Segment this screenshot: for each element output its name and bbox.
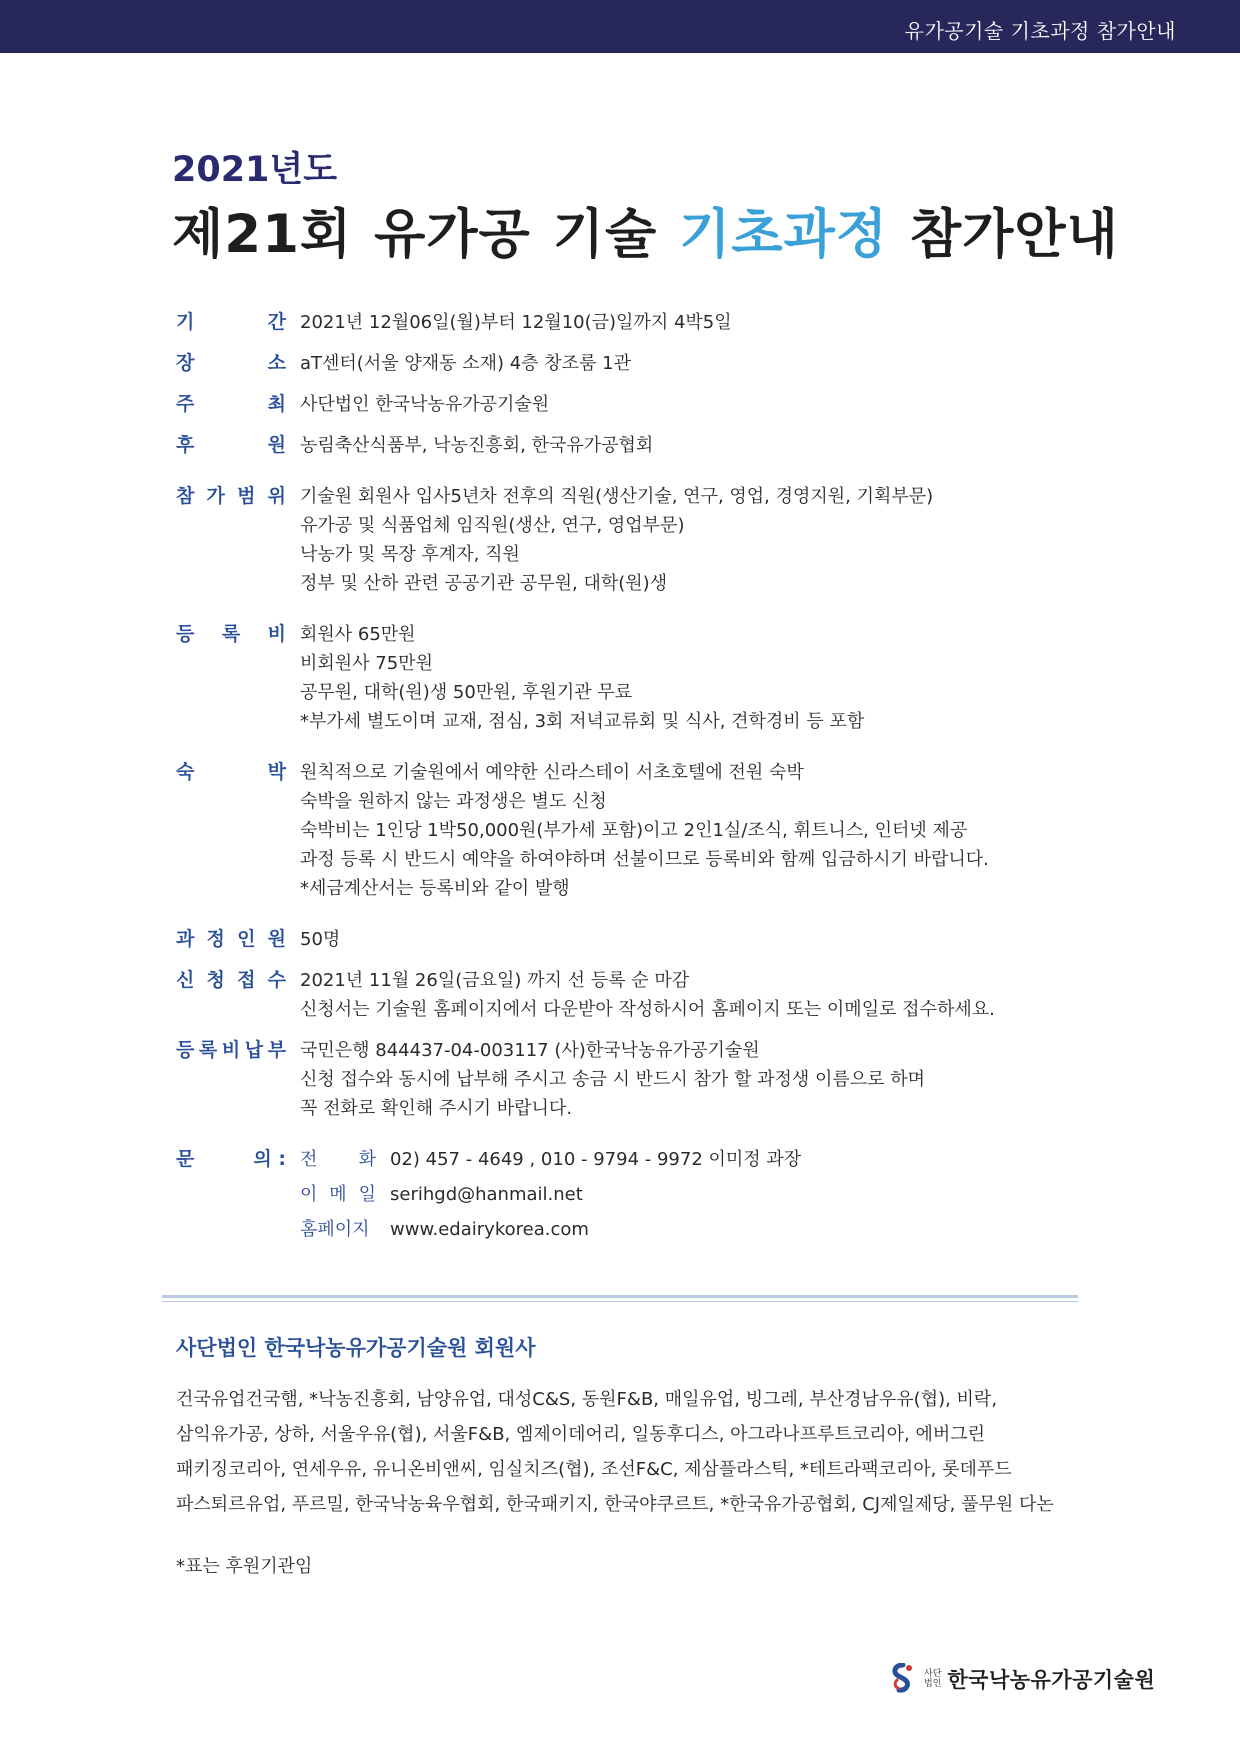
scope-row — [176, 482, 1106, 598]
title-part: 참가안내 — [909, 204, 1119, 265]
place-row — [176, 349, 1106, 378]
application-label: 신 청 접 수 — [176, 969, 286, 991]
application-row — [176, 966, 1106, 1024]
payment-row — [176, 1036, 1106, 1123]
members-title: 사단법인 한국낙농유가공기술원 회원사 — [176, 1336, 536, 1360]
members-line: 건국유업건국햄, *낙농진흥회, 남양유업, 대성C&S, 동원F&B, 매일유업, 빙그레, 부산경남우유(협), 비락, — [176, 1389, 998, 1410]
scope-label: 참 가 범 위 — [176, 485, 286, 507]
sponsor-row — [176, 431, 1106, 460]
institute-logo-icon — [888, 1663, 918, 1695]
scope-line: 낙농가 및 목장 후계자, 직원 — [300, 544, 520, 565]
members-list — [176, 1382, 1086, 1522]
host-value: 사단법인 한국낙농유가공기술원 — [300, 394, 550, 415]
title-part: 제21회 — [172, 204, 353, 265]
scope-line: 유가공 및 식품업체 임직원(생산, 연구, 영업부문) — [300, 515, 685, 536]
institute-logo — [888, 1663, 1155, 1695]
top-banner — [0, 0, 1240, 53]
period-row — [176, 308, 1106, 337]
payment-line: 국민은행 844437-04-003117 (사)한국낙농유가공기술원 — [300, 1040, 760, 1061]
scope-line: 정부 및 산하 관련 공공기관 공무원, 대학(원)생 — [300, 573, 668, 594]
fee-label: 등 록 비 — [176, 623, 286, 645]
contact-row — [176, 1145, 1106, 1244]
host-row — [176, 390, 1106, 419]
email-link[interactable]: serihgd@hanmail.net — [390, 1184, 583, 1205]
place-value: aT센터(서울 양재동 소재) 4층 창조룸 1관 — [300, 353, 632, 374]
capacity-row — [176, 925, 1106, 954]
members-line: 파스퇴르유업, 푸르밀, 한국낙농육우협회, 한국패키지, 한국야쿠르트, *한국유가공협회, CJ제일제당, 풀무원 다논 — [176, 1494, 1054, 1515]
capacity-value: 50명 — [300, 929, 341, 950]
payment-line: 신청 접수와 동시에 납부해 주시고 송금 시 반드시 참가 할 과정생 이름으로 하며 — [300, 1069, 926, 1090]
members-line: 삼익유가공, 상하, 서울우유(협), 서울F&B, 엠제이데어리, 일동후디스, 아그라나프루트코리아, 에버그린 — [176, 1424, 986, 1445]
lodging-line: 과정 등록 시 반드시 예약을 하여야하며 선불이므로 등록비와 함께 입금하시기 바랍니다. — [300, 849, 989, 870]
capacity-label: 과 정 인 원 — [176, 928, 286, 950]
lodging-line: 숙박비는 1인당 1박50,000원(부가세 포함)이고 2인1실/조식, 휘트니스, 인터넷 제공 — [300, 820, 968, 841]
lodging-row — [176, 758, 1106, 903]
payment-line: 꼭 전화로 확인해 주시기 바랍니다. — [300, 1098, 573, 1119]
banner-title: 유가공기술 기초과정 참가안내 — [904, 19, 1176, 43]
logo-name: 한국낙농유가공기술원 — [947, 1668, 1156, 1692]
members-line: 패키징코리아, 연세우유, 유니온비앤씨, 임실치즈(협), 조선F&C, 제삼플라스틱, *테트라팩코리아, 롯데푸드 — [176, 1459, 1012, 1480]
contact-label: 문 의 : — [176, 1148, 286, 1170]
sponsor-label: 후 원 — [176, 434, 286, 456]
fee-line: *부가세 별도이며 교재, 점심, 3회 저녁교류회 및 식사, 견학경비 등 포함 — [300, 711, 865, 732]
web-key: 홈페이지 — [300, 1219, 370, 1240]
period-label: 기 간 — [176, 311, 286, 333]
section-divider — [162, 1295, 1078, 1302]
application-line: 신청서는 기술원 홈페이지에서 다운받아 작성하시어 홈페이지 또는 이메일로 접수하세요. — [300, 999, 995, 1020]
fee-line: 회원사 65만원 — [300, 624, 416, 645]
phone-value: 02) 457 - 4649 , 010 - 9794 - 9972 이미정 과장 — [390, 1149, 802, 1170]
sponsor-footnote: *표는 후원기관임 — [176, 1556, 313, 1577]
info-section — [176, 308, 1106, 1256]
year-title: 2021년도 — [172, 150, 338, 190]
main-title — [172, 192, 1119, 268]
host-label: 주 최 — [176, 393, 286, 415]
title-part: 기술 — [552, 204, 658, 265]
fee-line: 비회원사 75만원 — [300, 653, 433, 674]
email-key: 이 메 일 — [300, 1184, 376, 1205]
homepage-link[interactable]: www.edairykorea.com — [390, 1219, 589, 1240]
phone-key: 전 화 — [300, 1149, 376, 1170]
fee-line: 공무원, 대학(원)생 50만원, 후원기관 무료 — [300, 682, 633, 703]
scope-line: 기술원 회원사 입사5년차 전후의 직원(생산기술, 연구, 영업, 경영지원, 기획부문) — [300, 486, 934, 507]
place-label: 장 소 — [176, 352, 286, 374]
logo-small-text: 사단 법인 — [924, 1669, 942, 1689]
contact-table — [300, 1145, 1106, 1244]
lodging-line: 숙박을 원하지 않는 과정생은 별도 신청 — [300, 791, 607, 812]
payment-label: 등 록 비 납 부 — [176, 1039, 286, 1061]
title-part: 유가공 — [374, 204, 531, 265]
sponsor-value: 농림축산식품부, 낙농진흥회, 한국유가공협회 — [300, 435, 654, 456]
period-value: 2021년 12월06일(월)부터 12월10(금)일까지 4박5일 — [300, 312, 732, 333]
lodging-line: 원칙적으로 기술원에서 예약한 신라스테이 서초호텔에 전원 숙박 — [300, 762, 804, 783]
lodging-line: *세금계산서는 등록비와 같이 발행 — [300, 878, 570, 899]
lodging-label: 숙 박 — [176, 761, 286, 783]
title-accent: 기초과정 — [679, 204, 888, 265]
application-line: 2021년 11월 26일(금요일) 까지 선 등록 순 마감 — [300, 970, 690, 991]
fee-row — [176, 620, 1106, 736]
